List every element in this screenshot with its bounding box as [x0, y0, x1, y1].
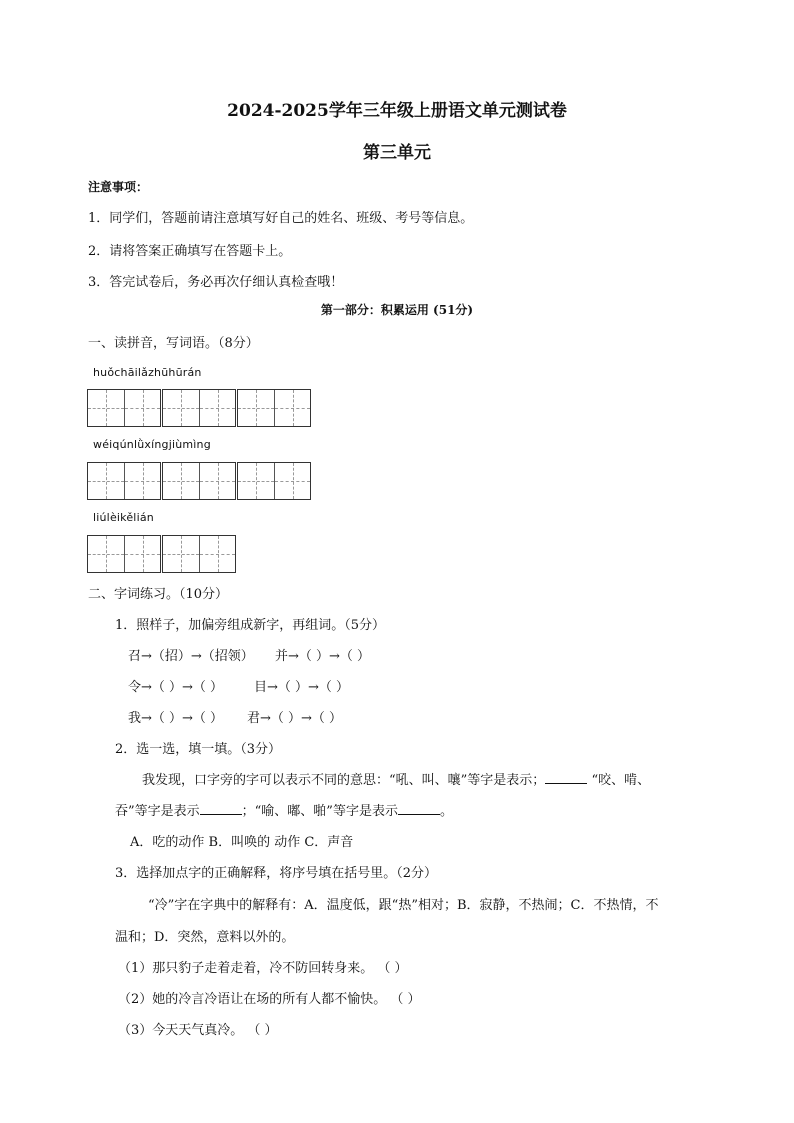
q2-sub3-item-2: （2）她的冷言冷语让在场的所有人都不愉快。 （ ）	[118, 992, 421, 1007]
q2-sub2-text2a: 吞”等字是表示	[115, 804, 200, 819]
q2-sub1-line1a: 召→（招）→（招领）	[128, 649, 254, 664]
writing-grid-row-2	[87, 462, 312, 500]
q2-sub1-line3a: 我→（ ）→（ ）	[128, 711, 224, 726]
q2-sub2-text1a: 我发现，口字旁的字可以表示不同的意思：“吼、叫、嚷”等字是表示；	[142, 773, 546, 788]
q2-sub1-line2b: 目→（ ）→（ ）	[254, 680, 350, 695]
q2-sub3-text2: 温和；D．突然，意料以外的。	[115, 930, 295, 945]
word-box[interactable]	[162, 535, 236, 573]
q2-sub1-line2a: 令→（ ）→（ ）	[128, 680, 224, 695]
q2-sub3-item-1: （1）那只豹子走着走着，冷不防回转身来。 （ ）	[118, 961, 408, 976]
q2-sub2-text1b: “咬、啃、	[591, 773, 651, 788]
notes-heading: 注意事项：	[88, 180, 149, 194]
q2-sub2-options: A．吃的动作 B．叫唤的 动作 C．声音	[130, 835, 354, 850]
pinyin-row-3: liúlèikělián	[93, 511, 154, 524]
q2-heading: 二、字词练习。（10分）	[88, 587, 229, 602]
answer-blank-2[interactable]	[200, 802, 242, 815]
q2-sub2-text1	[142, 769, 650, 788]
q2-sub2-text2	[115, 800, 453, 819]
notes-item-2: 2．请将答案正确填写在答题卡上。	[88, 244, 292, 259]
word-box[interactable]	[162, 462, 236, 500]
q2-sub3-item-3: （3）今天天气真冷。 （ ）	[118, 1023, 278, 1038]
word-box[interactable]	[237, 389, 311, 427]
answer-blank-3[interactable]	[398, 802, 440, 815]
q2-sub1-line3b: 君→（ ）→（ ）	[247, 711, 343, 726]
word-box[interactable]	[162, 389, 236, 427]
notes-item-3: 3．答完试卷后，务必再次仔细认真检查哦！	[88, 275, 344, 290]
q2-sub1-heading: 1．照样子，加偏旁组成新字，再组词。（5分）	[115, 618, 386, 633]
q2-sub2-heading: 2．选一选，填一填。（3分）	[115, 742, 282, 757]
word-box[interactable]	[87, 389, 161, 427]
q2-sub3-text1: “冷”字在字典中的解释有：A．温度低，跟“热”相对；B．寂静，不热闹；C．不热情，不	[148, 898, 659, 913]
part1-heading: 第一部分：积累运用 (51分)	[320, 303, 474, 317]
q2-sub3-heading: 3．选择加点字的正确解释，将序号填在括号里。（2分）	[115, 866, 438, 881]
pinyin-row-1: huǒchāilǎzhūhūrán	[93, 366, 202, 379]
page-subtitle: 第三单元	[363, 143, 431, 163]
q2-sub2-text2c: 。	[439, 804, 453, 819]
pinyin-row-2: wéiqúnlǜxíngjiùmìng	[93, 438, 211, 451]
word-box[interactable]	[237, 462, 311, 500]
q1-heading: 一、读拼音，写词语。（8分）	[88, 336, 259, 351]
q2-sub2-text2b: ；“喻、嘟、啪”等字是表示	[241, 804, 398, 819]
q2-sub1-line1b: 并→（ ）→（ ）	[275, 649, 371, 664]
word-box[interactable]	[87, 462, 161, 500]
word-box[interactable]	[87, 535, 161, 573]
writing-grid-row-3	[87, 535, 237, 573]
writing-grid-row-1	[87, 389, 312, 427]
page-title: 2024-2025学年三年级上册语文单元测试卷	[227, 101, 567, 121]
notes-item-1: 1．同学们，答题前请注意填写好自己的姓名、班级、考号等信息。	[88, 211, 474, 226]
answer-blank-1[interactable]	[545, 771, 587, 784]
